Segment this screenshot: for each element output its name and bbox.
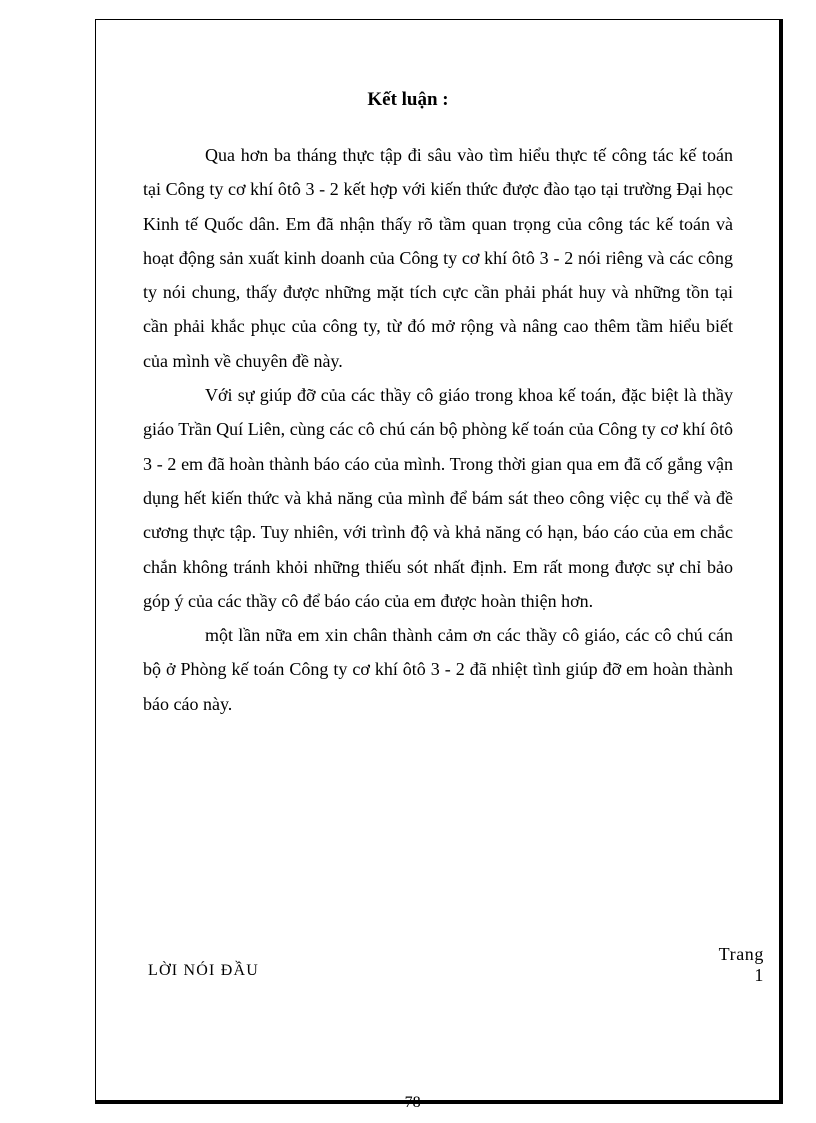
toc-page-ref (719, 944, 764, 986)
paragraph-2: Với sự giúp đỡ của các thầy cô giáo trong khoa kế toán, đặc biệt là thầy giáo Trần Quí Liên, cùng các cô chú cán bộ phòng kế toán của Công ty cơ khí ôtô 3 - 2 em đã hoàn thành báo cáo của mình. Trong thời gian qua em đã cố gắng vận dụng hết kiến thức và khả năng của mình để bám sát theo công việc cụ thể và đề cương thực tập. Tuy nhiên, với trình độ và khả năng có hạn, báo cáo của em chắc chắn không tránh khỏi những thiếu sót nhất định. Em rất mong được sự chỉ bảo góp ý của các thầy cô để báo cáo của em được hoàn thiện hơn. (143, 385, 733, 611)
page-number: - 78 (395, 1094, 421, 1111)
paragraph-1: Qua hơn ba tháng thực tập đi sâu vào tìm hiểu thực tế công tác kế toán tại Công ty cơ khí ôtô 3 - 2 kết hợp với kiến thức được đào tạo tại trường Đại học Kinh tế Quốc dân. Em đã nhận thấy rõ tầm quan trọng của công tác kế toán và hoạt động sản xuất kinh doanh của Công ty cơ khí ôtô 3 - 2 nói riêng và các công ty nói chung, thấy được những mặt tích cực cần phải phát huy và những tồn tại cần phải khắc phục của công ty, từ đó mở rộng và nâng cao thêm tầm hiểu biết của mình về chuyên đề này. (143, 145, 733, 371)
toc-page-label: Trang (718, 944, 764, 964)
toc-heading: LỜI NÓI ĐẦU (148, 962, 259, 979)
toc-page-value: 1 (754, 965, 764, 985)
paragraph-3: một lần nữa em xin chân thành cảm ơn các thầy cô giáo, các cô chú cán bộ ở Phòng kế toán Công ty cơ khí ôtô 3 - 2 đã nhiệt tình giúp đỡ em hoàn thành báo cáo này. (143, 625, 733, 714)
section-title: Kết luận : (367, 89, 449, 110)
body-text (143, 138, 733, 721)
